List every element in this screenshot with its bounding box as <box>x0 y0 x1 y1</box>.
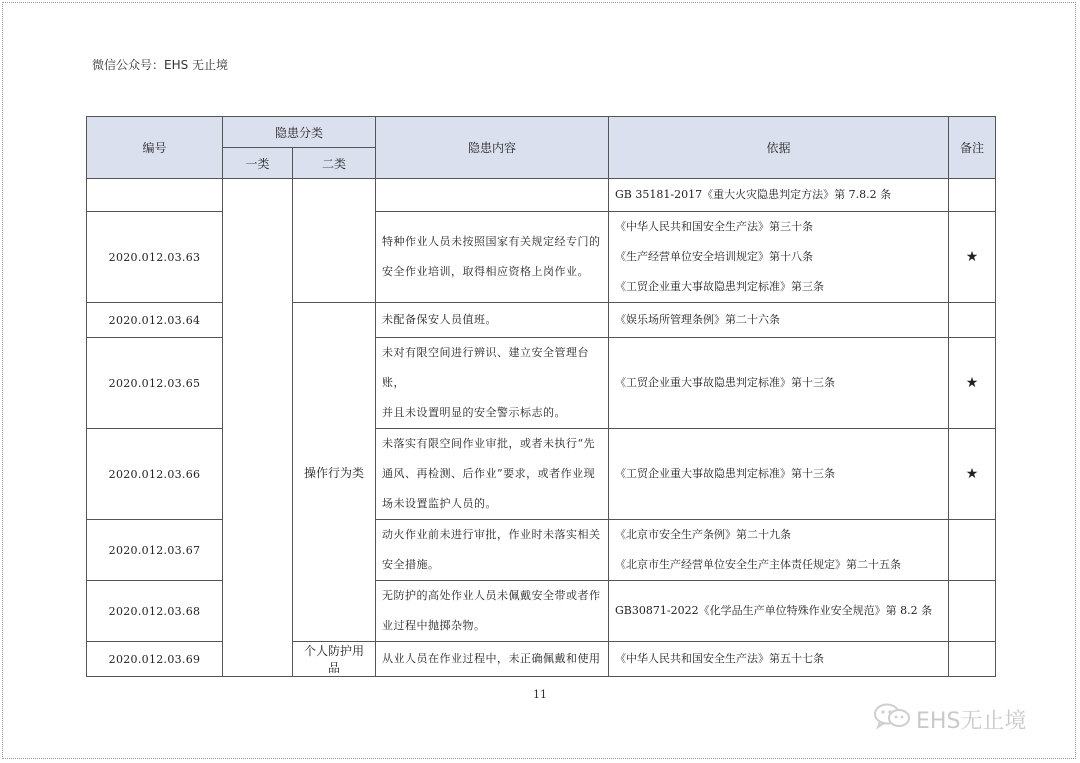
row-id: 2020.012.03.64 <box>87 303 223 338</box>
basis-line: 《工贸企业重大事故隐患判定标准》第三条 <box>615 280 825 293</box>
content-line: 安全措施。 <box>382 558 440 571</box>
header-cat1: 一类 <box>223 148 293 179</box>
row-basis <box>609 642 949 677</box>
row-content <box>376 212 609 303</box>
table-row <box>87 179 996 212</box>
row-content <box>376 642 609 677</box>
row-basis <box>609 179 949 212</box>
basis-line: GB 35181-2017《重大火灾隐患判定方法》第 7.8.2 条 <box>615 188 892 201</box>
header-id: 编号 <box>87 117 223 179</box>
basis-line: 《娱乐场所管理条例》第二十六条 <box>615 313 781 326</box>
content-line: 并且未设置明显的安全警示标志的。 <box>382 406 567 419</box>
content-line: 未对有限空间进行辨识、建立安全管理台账， <box>382 346 590 389</box>
basis-line: 《北京市生产经营单位安全生产主体责任规定》第二十五条 <box>615 558 902 571</box>
header-cat2: 二类 <box>293 148 376 179</box>
basis-line: 《工贸企业重大事故隐患判定标准》第十三条 <box>615 467 836 480</box>
row-id <box>87 179 223 212</box>
cat1-cell <box>223 179 293 677</box>
header-category: 隐患分类 <box>223 117 376 148</box>
content-line: 从业人员在作业过程中，未正确佩戴和使用 <box>382 652 601 665</box>
row-id: 2020.012.03.69 <box>87 642 223 677</box>
row-note <box>949 520 996 581</box>
cat2-cell-empty <box>293 179 376 303</box>
wechat-icon <box>872 702 912 736</box>
row-note <box>949 642 996 677</box>
row-note: ★ <box>949 338 996 429</box>
row-note: ★ <box>949 212 996 303</box>
row-id: 2020.012.03.68 <box>87 581 223 642</box>
content-line: 场未设置监护人员的。 <box>382 497 498 510</box>
row-basis <box>609 303 949 338</box>
page-number: 11 <box>533 688 547 701</box>
row-content <box>376 338 609 429</box>
row-id: 2020.012.03.67 <box>87 520 223 581</box>
row-basis <box>609 520 949 581</box>
header-basis: 依据 <box>609 117 949 179</box>
watermark <box>872 702 1026 736</box>
row-id: 2020.012.03.65 <box>87 338 223 429</box>
basis-line: GB30871-2022《化学品生产单位特殊作业安全规范》第 8.2 条 <box>615 604 933 617</box>
row-content <box>376 581 609 642</box>
content-line: 未配备保安人员值班。 <box>382 313 498 326</box>
cat2-operation: 操作行为类 <box>293 303 376 642</box>
basis-line: 《中华人民共和国安全生产法》第五十七条 <box>615 652 825 665</box>
header-content: 隐患内容 <box>376 117 609 179</box>
row-basis <box>609 212 949 303</box>
content-line: 安全作业培训，取得相应资格上岗作业。 <box>382 265 590 278</box>
row-content <box>376 429 609 520</box>
content-line: 业过程中抛掷杂物。 <box>382 619 486 632</box>
hazard-table <box>86 116 996 677</box>
row-note <box>949 303 996 338</box>
basis-line: 《北京市安全生产条例》第二十九条 <box>615 528 792 541</box>
row-id: 2020.012.03.63 <box>87 212 223 303</box>
row-id: 2020.012.03.66 <box>87 429 223 520</box>
row-note <box>949 179 996 212</box>
cat2-ppe: 个人防护用品 <box>293 642 376 677</box>
header-note: 备注 <box>949 117 996 179</box>
row-content <box>376 520 609 581</box>
row-basis <box>609 581 949 642</box>
content-line: 未落实有限空间作业审批，或者未执行“先 <box>382 437 596 450</box>
basis-line: 《生产经营单位安全培训规定》第十八条 <box>615 250 814 263</box>
row-note: ★ <box>949 429 996 520</box>
row-content <box>376 179 609 212</box>
row-basis <box>609 429 949 520</box>
content-line: 无防护的高处作业人员未佩戴安全带或者作 <box>382 589 601 602</box>
content-line: 特种作业人员未按照国家有关规定经专门的 <box>382 235 601 248</box>
watermark-text: EHS无止境 <box>916 708 1027 734</box>
row-basis <box>609 338 949 429</box>
content-line: 动火作业前未进行审批，作业时未落实相关 <box>382 528 601 541</box>
basis-line: 《工贸企业重大事故隐患判定标准》第十三条 <box>615 376 836 389</box>
header-source: 微信公众号：EHS 无止境 <box>92 58 229 72</box>
row-note <box>949 581 996 642</box>
row-content <box>376 303 609 338</box>
basis-line: 《中华人民共和国安全生产法》第三十条 <box>615 220 814 233</box>
content-line: 通风、再检测、后作业”要求，或者作业现 <box>382 467 596 480</box>
